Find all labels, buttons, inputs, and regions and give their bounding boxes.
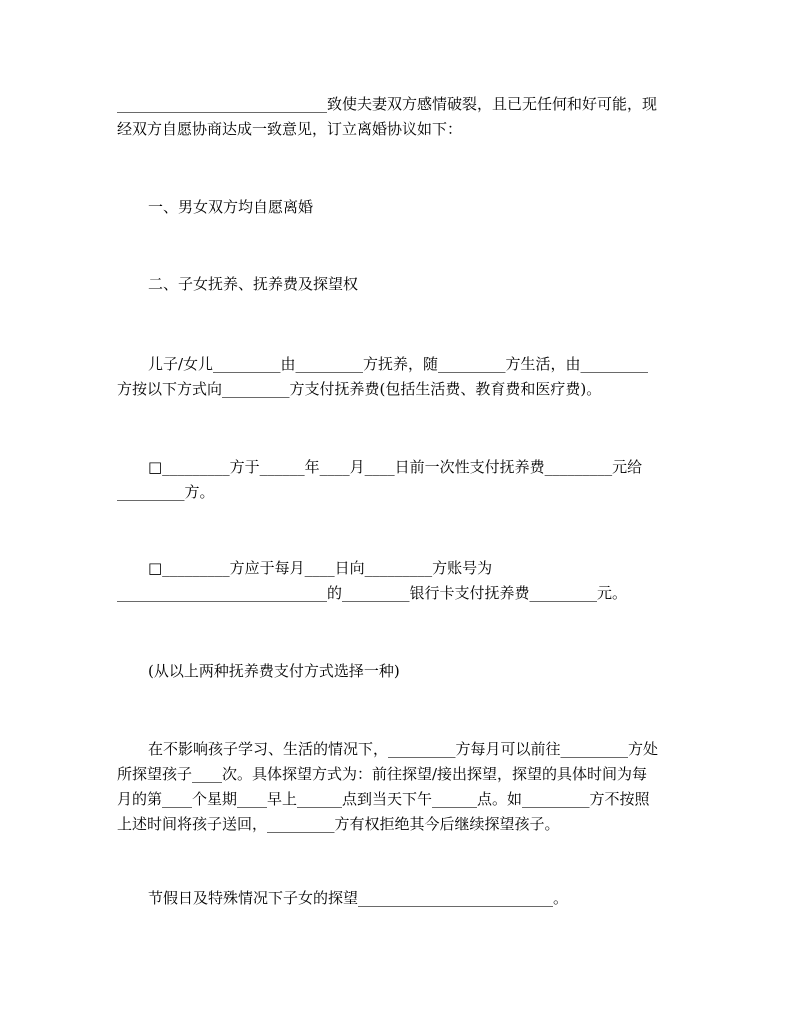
paragraph-line: □_________方应于每月____日向_________方账号为 bbox=[148, 559, 493, 577]
paragraph-line: 方按以下方式向_________方支付抚养费(包括生活费、教育费和医疗费)。 bbox=[117, 380, 602, 398]
paragraph-line: ____________________________致使夫妻双方感情破裂，且已无任何和好可能，现 bbox=[117, 95, 658, 113]
paragraph-line: 所探望孩子____次。具体探望方式为：前往探望/接出探望，探望的具体时间为每 bbox=[117, 765, 648, 783]
holiday-visitation-paragraph bbox=[117, 886, 685, 911]
paragraph-line: 节假日及特殊情况下子女的探望__________________________。 bbox=[148, 889, 569, 907]
payment-option-2-paragraph bbox=[117, 556, 685, 606]
paragraph-line: _________方。 bbox=[117, 483, 215, 501]
clause-heading-1 bbox=[117, 195, 685, 220]
paragraph-line: □_________方于______年____月____日前一次性支付抚养费_________元给 bbox=[148, 458, 643, 476]
paragraph-line: 上述时间将孩子送回，_________方有权拒绝其今后继续探望孩子。 bbox=[117, 815, 560, 833]
payment-option-1-paragraph bbox=[117, 455, 685, 505]
paragraph-line: ____________________________的_________银行卡支付抚养费_________元。 bbox=[117, 584, 628, 602]
paragraph-line: (从以上两种抚养费支付方式选择一种) bbox=[148, 662, 400, 680]
clause-heading-2 bbox=[117, 272, 685, 297]
heading-line: 二、子女抚养、抚养费及探望权 bbox=[148, 275, 359, 293]
custody-paragraph bbox=[117, 352, 685, 402]
paragraph-line: 经双方自愿协商达成一致意见，订立离婚协议如下： bbox=[117, 120, 463, 138]
visitation-paragraph bbox=[117, 737, 685, 837]
paragraph-line: 儿子/女儿_________由_________方抚养，随_________方生活，由_________ bbox=[148, 355, 649, 373]
paragraph-line: 月的第____个星期____早上______点到当天下午______点。如_________方不按照 bbox=[117, 790, 650, 808]
payment-choice-note bbox=[117, 659, 685, 684]
paragraph-line: 在不影响孩子学习、生活的情况下，_________方每月可以前往_________方处 bbox=[148, 740, 659, 758]
intro-paragraph bbox=[117, 92, 685, 142]
heading-line: 一、男女双方均自愿离婚 bbox=[148, 198, 314, 216]
